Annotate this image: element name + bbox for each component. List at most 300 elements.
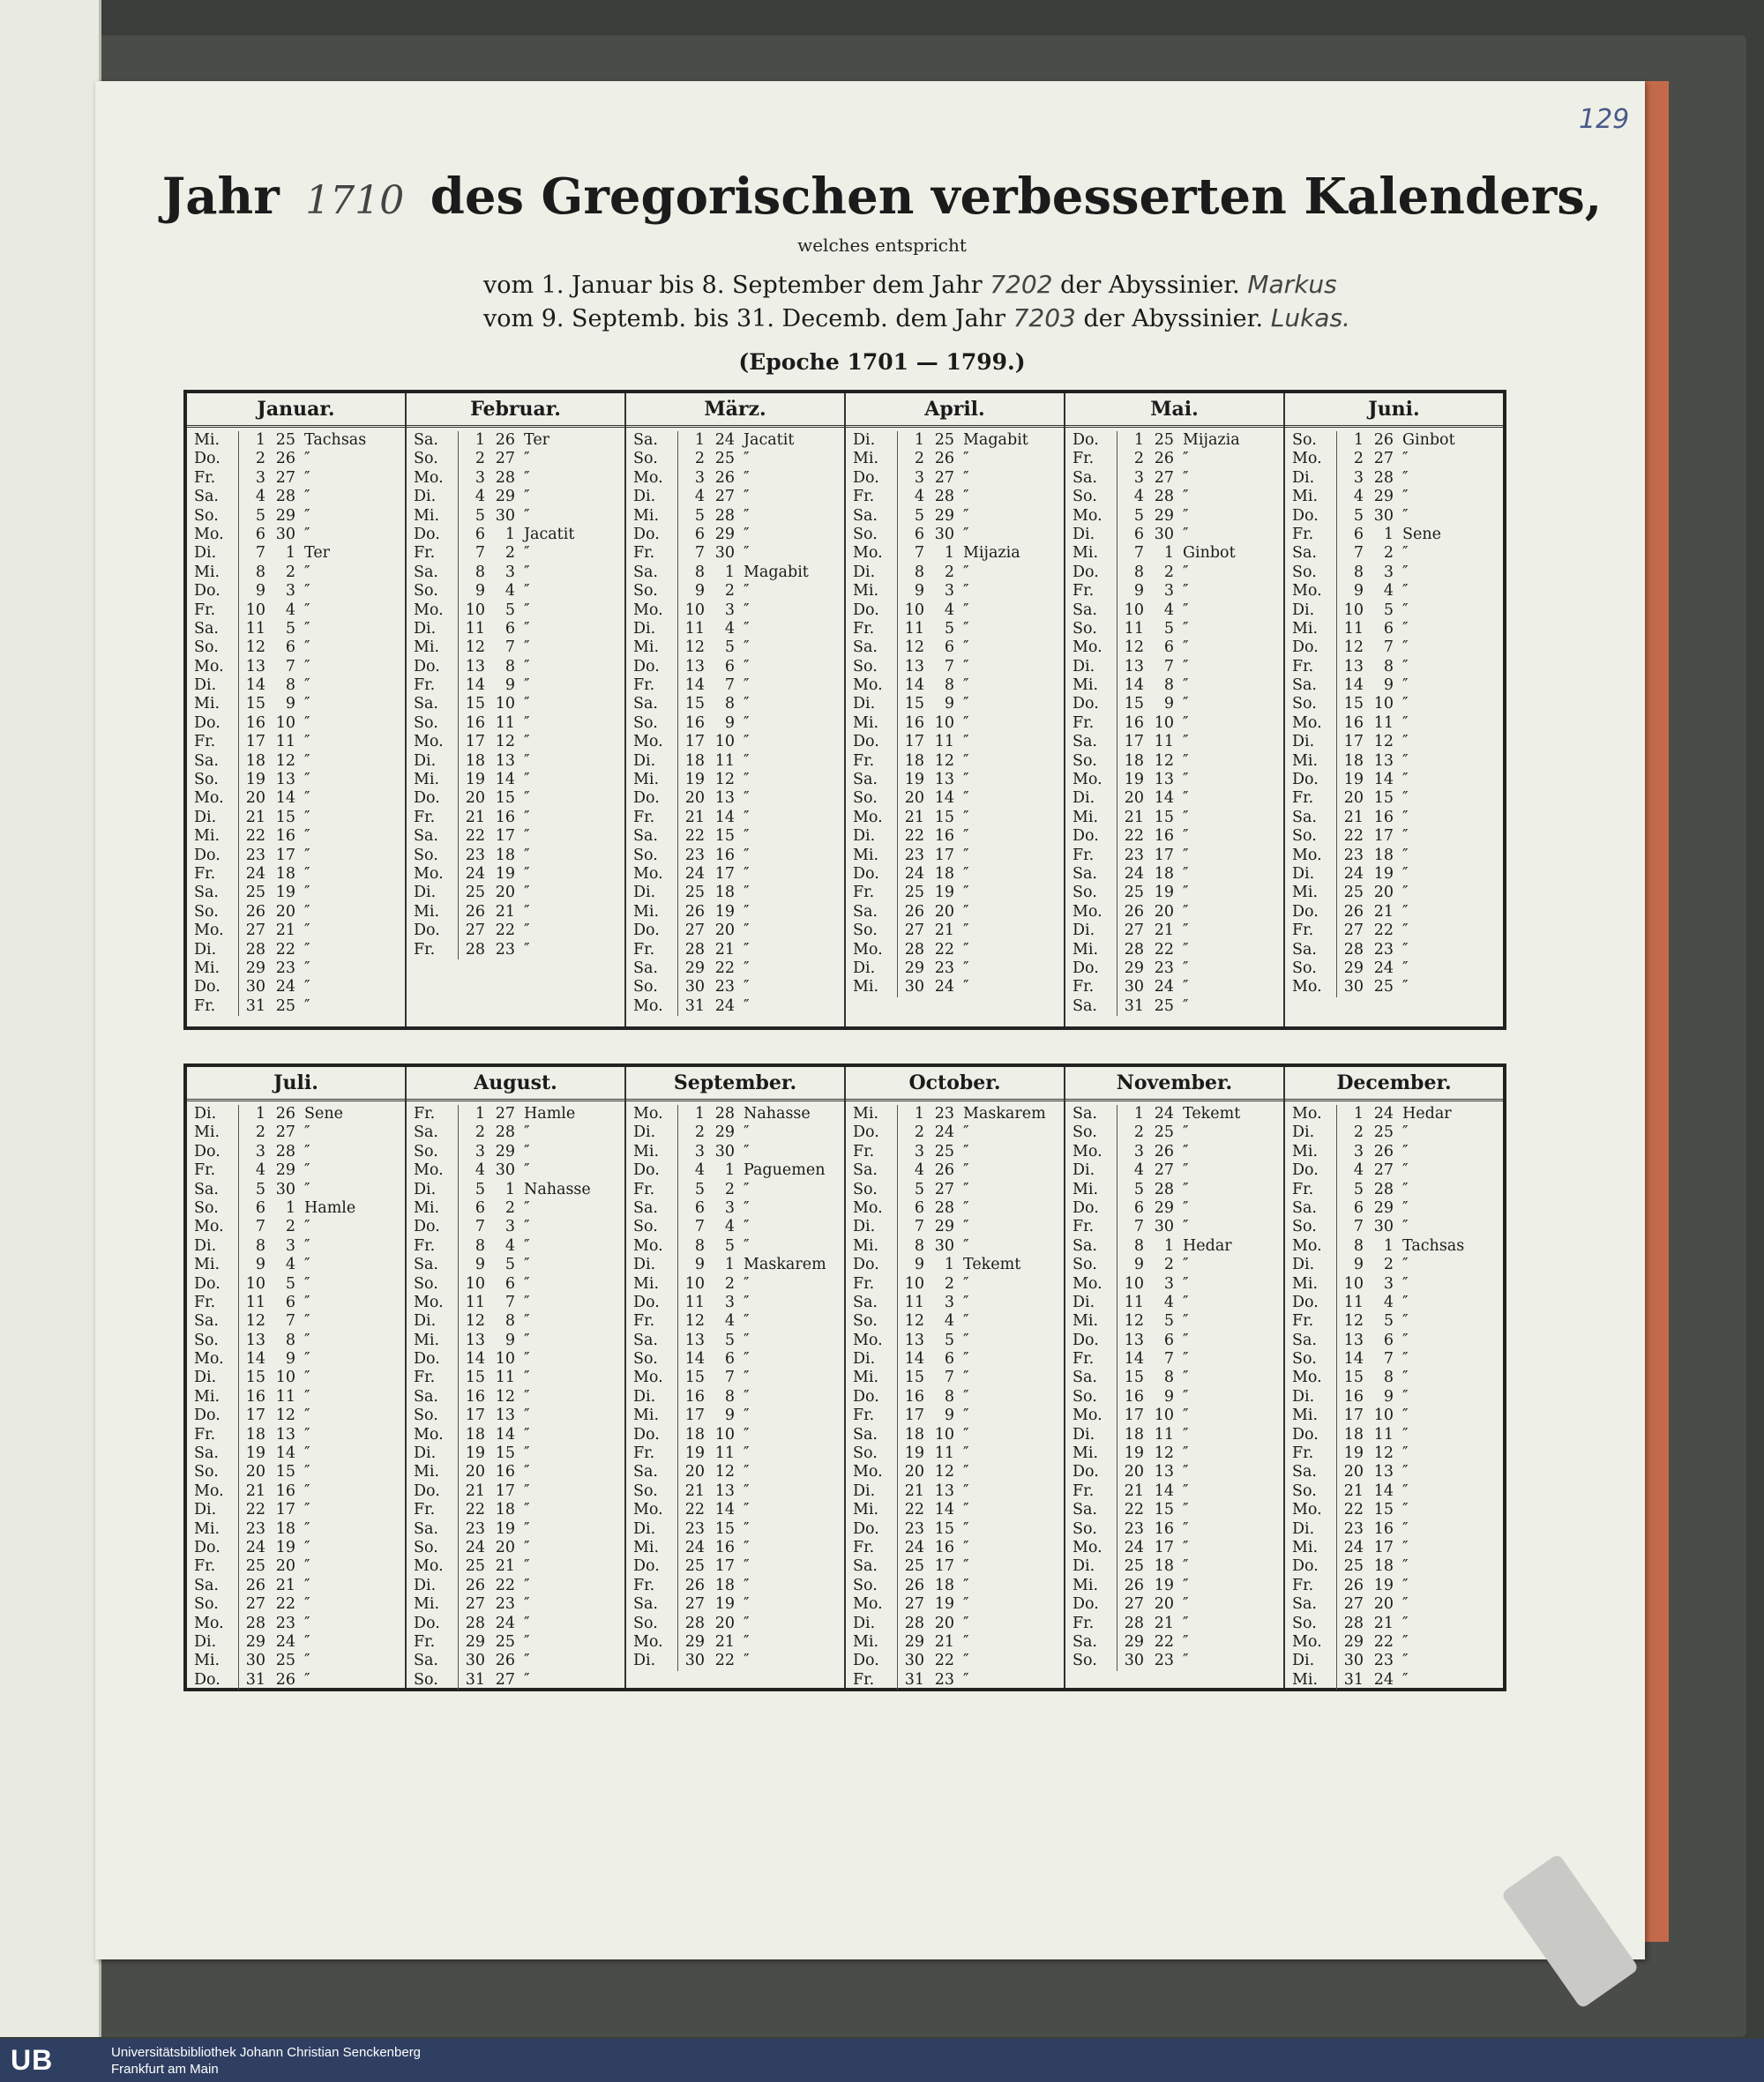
abyssinian-month: ″ xyxy=(524,713,530,732)
abyssinian-month: Ginbot xyxy=(1402,431,1455,449)
gregorian-day: 11 xyxy=(1343,619,1364,638)
abyssinian-month: ″ xyxy=(744,1331,750,1349)
abyssinian-day: 6 xyxy=(285,638,295,657)
weekday: Sa. xyxy=(846,1294,898,1312)
weekday: Mi. xyxy=(1065,941,1117,959)
abyssinian-month: ″ xyxy=(304,1142,310,1160)
gregorian-day: 28 xyxy=(1124,940,1144,959)
day-row xyxy=(407,1161,624,1180)
day-row xyxy=(626,1444,844,1463)
day-row xyxy=(407,903,624,922)
gregorian-day: 12 xyxy=(245,1312,265,1331)
day-row xyxy=(626,1237,844,1256)
gregorian-day: 27 xyxy=(465,1595,485,1614)
weekday: Fr. xyxy=(1285,1181,1337,1199)
abyssinian-month: ″ xyxy=(524,1161,530,1180)
abyssinian-day: 24 xyxy=(934,978,954,996)
weekday: Fr. xyxy=(1065,582,1117,601)
gregorian-day: 19 xyxy=(245,771,265,789)
abyssinian-day: 25 xyxy=(714,450,735,468)
day-row xyxy=(1285,903,1503,922)
weekday: Mo. xyxy=(1065,1539,1117,1557)
gregorian-day: 28 xyxy=(1343,940,1364,959)
day-row xyxy=(407,507,624,526)
day-row xyxy=(846,733,1064,751)
abyssinian-day: 10 xyxy=(495,1350,515,1369)
weekday: Mo. xyxy=(846,809,898,827)
abyssinian-month: ″ xyxy=(304,771,310,789)
abyssinian-month: ″ xyxy=(1183,468,1189,487)
abyssinian-month: ″ xyxy=(744,789,750,808)
day-row xyxy=(1285,1332,1503,1350)
abyssinian-day: 20 xyxy=(1373,1595,1394,1614)
abyssinian-month: ″ xyxy=(963,1519,969,1538)
abyssinian-month: ″ xyxy=(1183,1274,1189,1293)
gregorian-day: 22 xyxy=(684,1501,705,1519)
day-row xyxy=(626,1161,844,1180)
abyssinian-day: 5 xyxy=(505,1256,515,1274)
abyssinian-day: 22 xyxy=(1373,1632,1394,1651)
gregorian-day: 9 xyxy=(1133,1256,1144,1274)
day-row xyxy=(1065,1161,1283,1180)
month-column xyxy=(1065,1067,1285,1688)
day-row xyxy=(1065,1615,1283,1633)
abyssinian-month: ″ xyxy=(524,1312,530,1331)
gregorian-day: 28 xyxy=(245,940,265,959)
abyssinian-month: Paguemen xyxy=(744,1161,826,1180)
gregorian-day: 25 xyxy=(465,884,485,902)
weekday: So. xyxy=(626,714,678,733)
abyssinian-month: ″ xyxy=(1402,922,1409,940)
day-row xyxy=(187,1161,405,1180)
weekday: Sa. xyxy=(1285,676,1337,695)
abyssinian-month: ″ xyxy=(963,922,969,940)
day-row xyxy=(1065,1388,1283,1407)
weekday: So. xyxy=(187,1463,239,1481)
weekday: Fr. xyxy=(187,601,239,620)
abyssinian-day: 25 xyxy=(1373,978,1394,996)
gregorian-day: 18 xyxy=(1343,1425,1364,1444)
day-row xyxy=(1285,809,1503,827)
abyssinian-month: ″ xyxy=(1183,902,1189,921)
gregorian-day: 29 xyxy=(1124,959,1144,977)
abyssinian-month: ″ xyxy=(1183,450,1189,468)
weekday: Mo. xyxy=(187,1218,239,1236)
day-row xyxy=(187,507,405,526)
weekday: Mo. xyxy=(626,1633,678,1652)
weekday: Mo. xyxy=(407,865,459,884)
gregorian-day: 4 xyxy=(255,488,265,506)
gregorian-day: 1 xyxy=(1133,1105,1144,1123)
gregorian-day: 3 xyxy=(914,468,924,487)
weekday: So. xyxy=(626,582,678,601)
abyssinian-month: ″ xyxy=(1183,676,1189,695)
day-row xyxy=(1285,1388,1503,1407)
abyssinian-day: 3 xyxy=(724,601,735,619)
abyssinian-month: ″ xyxy=(1402,1142,1409,1160)
abyssinian-month: ″ xyxy=(524,1331,530,1349)
abyssinian-day: 17 xyxy=(934,846,954,864)
weekday: Do. xyxy=(187,978,239,996)
line2-text: vom 9. Septemb. bis 31. Decemb. dem Jahr xyxy=(483,305,1005,332)
weekday: Mo. xyxy=(407,733,459,751)
day-row xyxy=(846,1181,1064,1199)
day-row xyxy=(187,544,405,563)
abyssinian-day: 1 xyxy=(285,1198,295,1217)
abyssinian-day: 30 xyxy=(714,544,735,563)
weekday: Di. xyxy=(1065,922,1117,940)
abyssinian-day: 8 xyxy=(944,1387,954,1406)
abyssinian-month: ″ xyxy=(744,1632,750,1651)
gregorian-day: 5 xyxy=(1133,506,1144,525)
day-row xyxy=(407,526,624,544)
gregorian-day: 23 xyxy=(1343,846,1364,864)
weekday: Mo. xyxy=(626,1369,678,1387)
day-row xyxy=(626,582,844,601)
abyssinian-month: ″ xyxy=(1183,1444,1189,1463)
gregorian-day: 5 xyxy=(255,1180,265,1198)
gregorian-day: 21 xyxy=(245,1481,265,1500)
abyssinian-day: 23 xyxy=(1373,940,1394,959)
abyssinian-day: 1 xyxy=(1383,525,1394,543)
abyssinian-month: ″ xyxy=(304,1350,310,1369)
day-row xyxy=(1065,638,1283,657)
day-row xyxy=(1065,582,1283,601)
abyssinian-day: 8 xyxy=(285,676,295,695)
abyssinian-day: 9 xyxy=(285,1350,295,1369)
day-row xyxy=(1285,884,1503,902)
weekday: Sa. xyxy=(626,1332,678,1350)
abyssinian-month: ″ xyxy=(524,846,530,864)
weekday: Do. xyxy=(1285,1426,1337,1444)
gregorian-day: 25 xyxy=(245,1557,265,1576)
weekday: Mo. xyxy=(846,1332,898,1350)
weekday: So. xyxy=(846,789,898,808)
gregorian-day: 9 xyxy=(475,582,485,601)
weekday: Mi. xyxy=(846,1237,898,1256)
abyssinian-day: 2 xyxy=(285,1218,295,1236)
weekday: Sa. xyxy=(846,903,898,922)
abyssinian-month: ″ xyxy=(524,922,530,940)
abyssinian-day: 6 xyxy=(505,1274,515,1293)
day-row xyxy=(846,1652,1064,1670)
gregorian-day: 13 xyxy=(1124,1331,1144,1349)
weekday: Sa. xyxy=(846,771,898,789)
weekday: Mi. xyxy=(407,507,459,526)
abyssinian-month: ″ xyxy=(1183,940,1189,959)
day-row xyxy=(626,1463,844,1481)
weekday: Mo. xyxy=(846,544,898,563)
weekday: Fr. xyxy=(846,1671,898,1690)
abyssinian-day: 28 xyxy=(934,488,954,506)
abyssinian-month: ″ xyxy=(524,733,530,751)
gregorian-day: 23 xyxy=(1124,846,1144,864)
abyssinian-month: ″ xyxy=(744,1538,750,1556)
abyssinian-day: 11 xyxy=(1373,713,1394,732)
abyssinian-day: 9 xyxy=(724,713,735,732)
weekday: Di. xyxy=(846,431,898,450)
gregorian-day: 9 xyxy=(1133,582,1144,601)
day-list xyxy=(407,428,624,959)
abyssinian-month: ″ xyxy=(304,1425,310,1444)
abyssinian-month: ″ xyxy=(963,1142,969,1160)
abyssinian-day: 29 xyxy=(495,488,515,506)
gregorian-day: 18 xyxy=(1343,751,1364,770)
gregorian-day: 14 xyxy=(465,676,485,695)
weekday: Fr. xyxy=(1285,526,1337,544)
day-row xyxy=(626,1181,844,1199)
day-row xyxy=(1285,1369,1503,1387)
abyssinian-day: 19 xyxy=(495,864,515,883)
gregorian-day: 28 xyxy=(465,940,485,959)
abyssinian-month: ″ xyxy=(304,1595,310,1614)
weekday: Do. xyxy=(626,922,678,940)
weekday: Di. xyxy=(407,1312,459,1331)
abyssinian-month: ″ xyxy=(304,1614,310,1632)
weekday: Mo. xyxy=(626,865,678,884)
abyssinian-day: 17 xyxy=(934,1557,954,1576)
gregorian-day: 10 xyxy=(465,1274,485,1293)
weekday: Do. xyxy=(1065,563,1117,582)
day-row xyxy=(846,1199,1064,1218)
abyssinian-month: ″ xyxy=(1183,1557,1189,1576)
weekday: Fr. xyxy=(626,1577,678,1595)
day-row xyxy=(1285,1671,1503,1690)
abyssinian-month: ″ xyxy=(1183,1407,1189,1425)
weekday: So. xyxy=(1285,1350,1337,1369)
gregorian-day: 8 xyxy=(1133,563,1144,581)
weekday: Di. xyxy=(1065,1557,1117,1576)
abyssinian-day: 7 xyxy=(724,1369,735,1387)
weekday: Fr. xyxy=(846,620,898,638)
abyssinian-month: ″ xyxy=(524,1519,530,1538)
weekday: Do. xyxy=(626,526,678,544)
abyssinian-month: ″ xyxy=(524,1198,530,1217)
day-row xyxy=(1065,1652,1283,1670)
weekday: Do. xyxy=(1285,638,1337,657)
abyssinian-day: 30 xyxy=(934,1236,954,1255)
weekday: Fr. xyxy=(1065,714,1117,733)
abyssinian-month: ″ xyxy=(963,488,969,506)
day-row xyxy=(846,959,1064,978)
day-row xyxy=(187,431,405,450)
day-row xyxy=(1285,1482,1503,1501)
abyssinian-day: 24 xyxy=(495,1614,515,1632)
abyssinian-month: ″ xyxy=(1402,1557,1409,1576)
abyssinian-month: ″ xyxy=(963,1369,969,1387)
day-row xyxy=(407,544,624,563)
day-row xyxy=(187,752,405,771)
gregorian-day: 15 xyxy=(465,1369,485,1387)
weekday: Sa. xyxy=(846,1557,898,1576)
day-row xyxy=(407,1520,624,1539)
abyssinian-day: 18 xyxy=(1373,1557,1394,1576)
abyssinian-day: 24 xyxy=(714,996,735,1015)
abyssinian-day: 27 xyxy=(934,468,954,487)
abyssinian-day: 3 xyxy=(1163,1274,1174,1293)
abyssinian-day: 13 xyxy=(275,771,295,789)
gregorian-day: 15 xyxy=(684,1369,705,1387)
abyssinian-month: ″ xyxy=(744,1519,750,1538)
gregorian-day: 24 xyxy=(904,864,924,883)
abyssinian-day: 15 xyxy=(495,789,515,808)
weekday: Mo. xyxy=(187,1350,239,1369)
day-row xyxy=(187,959,405,978)
abyssinian-day: 3 xyxy=(1383,1274,1394,1293)
gregorian-day: 3 xyxy=(1353,1142,1364,1160)
abyssinian-day: 18 xyxy=(1373,846,1394,864)
gregorian-day: 22 xyxy=(684,827,705,846)
gregorian-day: 18 xyxy=(1124,751,1144,770)
weekday: Do. xyxy=(407,526,459,544)
abyssinian-day: 19 xyxy=(1154,884,1174,902)
abyssinian-month: ″ xyxy=(963,1331,969,1349)
day-row xyxy=(846,1143,1064,1161)
day-row xyxy=(846,658,1064,676)
abyssinian-month: ″ xyxy=(304,1218,310,1236)
weekday: Do. xyxy=(407,789,459,808)
abyssinian-month: ″ xyxy=(304,1312,310,1331)
day-row xyxy=(626,431,844,450)
abyssinian-day: 5 xyxy=(1163,1312,1174,1331)
gregorian-day: 8 xyxy=(475,563,485,581)
gregorian-day: 10 xyxy=(245,1274,265,1293)
gregorian-day: 28 xyxy=(245,1614,265,1632)
gregorian-day: 16 xyxy=(904,1387,924,1406)
day-row xyxy=(1065,1426,1283,1444)
weekday: Di. xyxy=(407,1444,459,1463)
day-row xyxy=(187,658,405,676)
day-row xyxy=(1065,847,1283,865)
gregorian-day: 16 xyxy=(465,1387,485,1406)
day-row xyxy=(626,695,844,713)
abyssinian-day: 4 xyxy=(944,601,954,619)
weekday: Do. xyxy=(187,1671,239,1690)
abyssinian-month: ″ xyxy=(744,450,750,468)
weekday: So. xyxy=(1285,695,1337,713)
abyssinian-month: ″ xyxy=(963,864,969,883)
page-title xyxy=(0,168,1764,226)
abyssinian-month: ″ xyxy=(304,1557,310,1576)
abyssinian-month: ″ xyxy=(1183,827,1189,846)
abyssinian-day: 23 xyxy=(934,1670,954,1689)
abyssinian-month: ″ xyxy=(304,468,310,487)
day-row xyxy=(846,526,1064,544)
gregorian-day: 24 xyxy=(684,1538,705,1556)
weekday: Mo. xyxy=(626,1237,678,1256)
abyssinian-month: ″ xyxy=(1402,771,1409,789)
abyssinian-month: ″ xyxy=(524,1218,530,1236)
abyssinian-month: ″ xyxy=(963,657,969,675)
abyssinian-day: 14 xyxy=(275,1444,295,1463)
abyssinian-day: 22 xyxy=(275,940,295,959)
gregorian-day: 15 xyxy=(1343,695,1364,713)
abyssinian-month: ″ xyxy=(744,1293,750,1311)
weekday: Fr. xyxy=(846,1407,898,1425)
abyssinian-month: ″ xyxy=(963,450,969,468)
abyssinian-day: 23 xyxy=(934,1105,954,1123)
day-row xyxy=(846,1671,1064,1690)
abyssinian-day: 13 xyxy=(714,1481,735,1500)
day-row xyxy=(1065,563,1283,582)
abyssinian-day: 10 xyxy=(1154,1407,1174,1425)
abyssinian-month: ″ xyxy=(1402,450,1409,468)
abyssinian-month: ″ xyxy=(524,1444,530,1463)
abyssinian-month: ″ xyxy=(304,1274,310,1293)
day-row xyxy=(1065,1143,1283,1161)
day-row xyxy=(187,1199,405,1218)
day-row xyxy=(846,1633,1064,1652)
day-row xyxy=(626,1350,844,1369)
gregorian-day: 31 xyxy=(684,996,705,1015)
day-row xyxy=(407,847,624,865)
gregorian-day: 11 xyxy=(904,1293,924,1311)
gregorian-day: 13 xyxy=(684,1331,705,1349)
gregorian-day: 15 xyxy=(465,695,485,713)
abyssinian-month: ″ xyxy=(304,619,310,638)
weekday: Sa. xyxy=(846,1426,898,1444)
day-row xyxy=(626,1633,844,1652)
weekday: Mi. xyxy=(407,1199,459,1218)
abyssinian-month: ″ xyxy=(744,1312,750,1331)
weekday: Mo. xyxy=(187,1482,239,1501)
day-row xyxy=(187,695,405,713)
gregorian-day: 22 xyxy=(1124,827,1144,846)
abyssinian-day: 20 xyxy=(1154,1595,1174,1614)
abyssinian-day: 27 xyxy=(275,468,295,487)
abyssinian-day: 13 xyxy=(1373,1463,1394,1481)
weekday: Sa. xyxy=(187,1444,239,1463)
gregorian-day: 7 xyxy=(255,544,265,563)
footer-line-2: Frankfurt am Main xyxy=(111,2062,219,2077)
weekday: Di. xyxy=(626,1388,678,1407)
weekday: So. xyxy=(846,922,898,940)
abyssinian-month: ″ xyxy=(744,808,750,826)
day-row xyxy=(1065,676,1283,695)
abyssinian-month: ″ xyxy=(1402,1670,1409,1689)
abyssinian-day: 17 xyxy=(1154,1538,1174,1556)
day-row xyxy=(1285,601,1503,620)
day-row xyxy=(1285,714,1503,733)
abyssinian-month: ″ xyxy=(304,1463,310,1481)
gregorian-day: 26 xyxy=(465,1576,485,1594)
abyssinian-month: ″ xyxy=(744,713,750,732)
abyssinian-month: Hedar xyxy=(1402,1105,1452,1123)
weekday: Mo. xyxy=(1285,1501,1337,1519)
weekday: Sa. xyxy=(1285,544,1337,563)
abyssinian-month: ″ xyxy=(744,1425,750,1444)
weekday: Mi. xyxy=(846,1105,898,1123)
abyssinian-day: 15 xyxy=(714,1519,735,1538)
abyssinian-day: 16 xyxy=(495,808,515,826)
day-row xyxy=(187,978,405,996)
abyssinian-day: 4 xyxy=(505,582,515,601)
abyssinian-day: 20 xyxy=(495,1538,515,1556)
weekday: Mi. xyxy=(626,1275,678,1294)
weekday: Mo. xyxy=(626,469,678,488)
abyssinian-day: 24 xyxy=(1373,1105,1394,1123)
weekday: So. xyxy=(846,1181,898,1199)
weekday: Mo. xyxy=(1065,1407,1117,1425)
gregorian-day: 25 xyxy=(684,1557,705,1576)
abyssinian-month: ″ xyxy=(1183,713,1189,732)
month-column xyxy=(1285,393,1503,1026)
abyssinian-day: 21 xyxy=(275,1576,295,1594)
abyssinian-day: 1 xyxy=(505,525,515,543)
day-row xyxy=(1065,771,1283,789)
gregorian-day: 28 xyxy=(1124,1614,1144,1632)
abyssinian-month: ″ xyxy=(1402,884,1409,902)
